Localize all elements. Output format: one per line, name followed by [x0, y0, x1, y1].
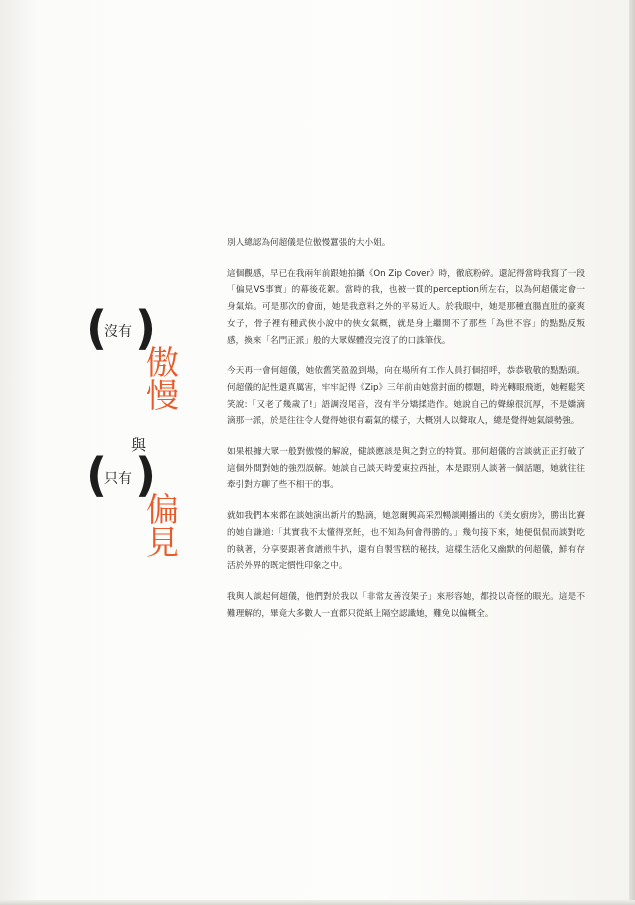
only-label: 只有: [104, 471, 132, 487]
paragraph-3: 今天再一會何超儀，她依舊笑盈盈到場，向在場所有工作人員打個招呼，恭恭敬敬的點點頭。何超儀的記性還真厲害，牢牢記得《Zip》三年前由她當封面的標題，時光轉眼飛逝，她輕鬆笑笑說:「又老了幾歲了!」語調沒尾音，沒有半分矯揉造作。她說自己的聲線很沉厚，不是嬌滴滴那一派，於是往往令人覺得她很有霸氣的樣子，大概別人以聲取人，總是覺得她氣燄勢強。: [227, 366, 585, 427]
right-paren-1: ): [135, 301, 157, 355]
prejudice-heading: 偏見: [141, 492, 180, 558]
paragraph-5: 就如我們本來都在談她演出新片的點滴，她忽爾興高采烈暢談剛播出的《美女廚房》，勝出比賽的她自謙道:「其實我不太懂得烹飪，也不知為何會得勝的。」幾句接下來，她便侃侃而談對吃的執著，分享要跟著食譜煎牛扒，還有自製雪糕的秘技，這樣生活化又幽默的何超儀，鮮有存活於外界的既定慣性印象之中。: [227, 511, 585, 572]
left-paren-1: (: [86, 301, 108, 355]
without-label: 沒有: [104, 324, 132, 340]
right-paren-2: ): [135, 448, 157, 502]
paragraph-4: 如果根據大眾一般對傲慢的解說，健談應該是與之對立的特質。那何超儀的言談就正正打破了這個外間對她的強烈誤解。她談自己談天時愛東拉西扯，本是跟別人談著一個話題，她就往往牽引對方聊了些不相干的事。: [227, 447, 585, 491]
article-body: [227, 235, 585, 636]
paragraph-2: 這個觀感，早已在我兩年前跟她拍攝《On Zip Cover》時，徹底粉碎。還記得當時我寫了一段「偏見VS事實」的幕後花絮。當時的我，也被一貫的perception所左右，以為何超儀定會一身氣焰。可是那次的會面，她是我意料之外的平易近人。於我眼中，她是那種直腸直肚的豪爽女子，骨子裡有種武俠小說中的俠女氣概，就是身上繼開不了那些「為世不容」的點點反叛感，換來「名門正派」般的大眾媒體沒完沒了的口誅筆伐。: [227, 268, 585, 346]
arrogance-heading: 傲慢: [141, 345, 180, 411]
paragraph-6: 我與人談起何超儀，他們對於我以「非常友善沒架子」來形容她，都投以奇怪的眼光。這是不難理解的，畢竟大多數人一直都只從紙上隔空認識她，難免以偏概全。: [227, 591, 585, 619]
paragraph-1: 別人總認為何超儀是位傲慢囂張的大小姐。: [227, 238, 391, 248]
page-edge-right: [629, 0, 635, 905]
left-paren-2: (: [86, 448, 108, 502]
title-block: [0, 0, 220, 905]
and-label: 與: [131, 436, 147, 454]
